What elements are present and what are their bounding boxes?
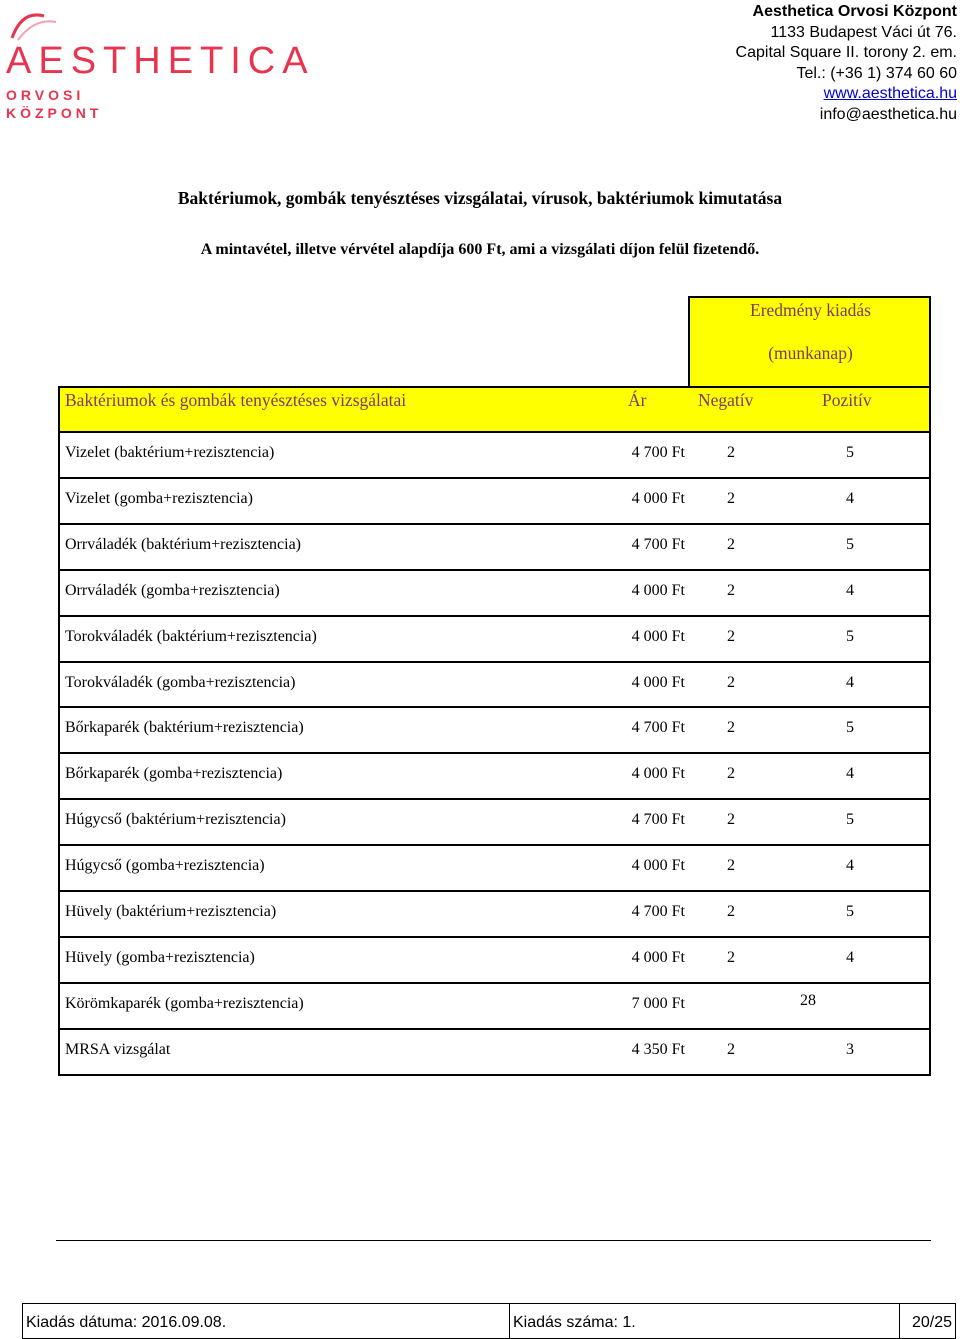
table-border-top: [690, 296, 931, 298]
footer-divider-2: [899, 1304, 900, 1338]
price-table: [58, 296, 931, 1074]
table-border-left: [58, 386, 60, 1076]
logo-wordmark: AESTHETICA: [6, 40, 315, 82]
row-test-name: Vizelet (baktérium+rezisztencia): [65, 444, 275, 461]
row-test-name: Húgycső (baktérium+rezisztencia): [65, 811, 286, 829]
row-negative-days: 2: [727, 811, 735, 829]
row-line: [58, 431, 931, 433]
building: Capital Square II. torony 2. em.: [735, 44, 957, 62]
row-test-name: Bőrkaparék (gomba+rezisztencia): [65, 765, 283, 783]
row-negative-days: 2: [727, 489, 735, 507]
row-positive-days: 5: [846, 719, 854, 737]
result-header-left-border: [688, 296, 690, 386]
row-test-name: Torokváladék (gomba+rezisztencia): [65, 673, 296, 691]
row-price: 4 700 Ft: [631, 444, 685, 461]
page-title: Baktériumok, gombák tenyésztéses vizsgálatai, vírusok, baktériumok kimutatása: [177, 188, 783, 208]
row-line: [58, 798, 931, 800]
row-test-name: Hüvely (gomba+rezisztencia): [65, 948, 255, 966]
header-price: Ár: [628, 390, 647, 410]
row-positive-days: 4: [846, 765, 854, 783]
row-test-name: Húgycső (gomba+rezisztencia): [65, 857, 265, 875]
row-line: [58, 615, 931, 617]
row-price: 7 000 Ft: [631, 994, 685, 1012]
row-price: 4 350 Ft: [631, 1040, 685, 1058]
row-test-name: Körömkaparék (gomba+rezisztencia): [65, 994, 304, 1012]
logo-subtitle-2: KÖZPONT: [6, 105, 103, 121]
row-price: 4 000 Ft: [631, 627, 685, 645]
result-header-line2: (munkanap): [768, 343, 853, 363]
row-test-name: Orrváladék (baktérium+rezisztencia): [65, 535, 302, 553]
row-negative-days: 2: [727, 673, 735, 691]
footer-divider-1: [509, 1304, 510, 1338]
row-test-name: Torokváladék (baktérium+rezisztencia): [65, 627, 317, 645]
org-name: Aesthetica Orvosi Központ: [752, 3, 957, 20]
email: info@aesthetica.hu: [819, 105, 957, 123]
contact-block: [736, 2, 957, 126]
row-negative-days: 2: [727, 948, 735, 966]
footer: [22, 1303, 956, 1339]
row-line: [58, 752, 931, 754]
row-price: 4 700 Ft: [631, 903, 685, 920]
issue-date: Kiadás dátuma: 2016.09.08.: [26, 1314, 227, 1331]
row-negative-days: 2: [727, 1040, 735, 1058]
row-line: [58, 1074, 931, 1076]
logo-subtitle-1: ORVOSI: [6, 87, 85, 103]
row-test-name: Hüvely (baktérium+rezisztencia): [65, 903, 277, 920]
row-price: 4 000 Ft: [631, 581, 685, 599]
address: 1133 Budapest Váci út 76.: [770, 23, 957, 41]
row-positive-days: 4: [846, 489, 854, 507]
row-positive-days: 4: [846, 673, 854, 691]
row-negative-days: 2: [727, 581, 735, 599]
row-positive-days: 5: [846, 444, 854, 461]
row-positive-days: 3: [846, 1040, 854, 1058]
aesthetica-logo: [4, 8, 315, 123]
table-border-right: [929, 296, 931, 1076]
row-negative-days: 2: [727, 765, 735, 783]
row-line: [58, 477, 931, 479]
row-line: [58, 661, 931, 663]
sampling-note: A mintavétel, illetve vérvétel alapdíja 600 Ft, ami a vizsgálati díjon felül fizetendő.: [200, 241, 760, 258]
header-test-name: Baktériumok és gombák tenyésztéses vizsgálatai: [65, 390, 407, 410]
result-header-line1: Eredmény kiadás: [750, 300, 871, 320]
row-price: 4 700 Ft: [631, 719, 685, 737]
row-negative-days: 2: [727, 627, 735, 645]
issue-number: Kiadás száma: 1.: [513, 1314, 636, 1331]
row-positive-days: 5: [846, 811, 854, 829]
row-positive-days: 5: [846, 627, 854, 645]
row-negative-days: 2: [727, 444, 735, 461]
row-test-name: MRSA vizsgálat: [65, 1040, 171, 1058]
row-line: [58, 890, 931, 892]
row-price: 4 000 Ft: [631, 765, 685, 783]
row-positive-days: 5: [846, 903, 854, 920]
website-link[interactable]: www.aesthetica.hu: [823, 85, 957, 103]
row-positive-days: 5: [846, 535, 854, 553]
row-test-name: Bőrkaparék (baktérium+rezisztencia): [65, 719, 304, 737]
header-negative: Negatív: [698, 390, 754, 410]
row-price: 4 700 Ft: [631, 535, 685, 553]
row-line: [58, 982, 931, 984]
row-negative-days: 2: [727, 903, 735, 920]
row-price: 4 700 Ft: [631, 811, 685, 829]
row-price: 4 000 Ft: [631, 489, 685, 507]
row-price: 4 000 Ft: [631, 948, 685, 966]
row-positive-days: 4: [846, 857, 854, 875]
row-line: [58, 569, 931, 571]
row-positive-days: 4: [846, 948, 854, 966]
row-negative-days: 2: [727, 857, 735, 875]
row-negative-days: 2: [727, 535, 735, 553]
row-price: 4 000 Ft: [631, 673, 685, 691]
row-negative-days: 2: [727, 719, 735, 737]
row-test-name: Vizelet (gomba+rezisztencia): [65, 489, 253, 507]
row-line: [58, 936, 931, 938]
row-line: [58, 844, 931, 846]
footer-divider: [56, 1240, 931, 1241]
row-result-days: 28: [800, 991, 816, 1009]
row-line: [58, 706, 931, 708]
phone: Tel.: (+36 1) 374 60 60: [796, 64, 957, 82]
row-positive-days: 4: [846, 581, 854, 599]
header-positive: Pozitív: [822, 390, 872, 410]
page-number: 20/25: [911, 1314, 952, 1331]
row-line: [58, 523, 931, 525]
row-test-name: Orrváladék (gomba+rezisztencia): [65, 581, 280, 599]
row-price: 4 000 Ft: [631, 857, 685, 875]
row-line: [58, 1028, 931, 1030]
header-top-line: [58, 386, 931, 388]
